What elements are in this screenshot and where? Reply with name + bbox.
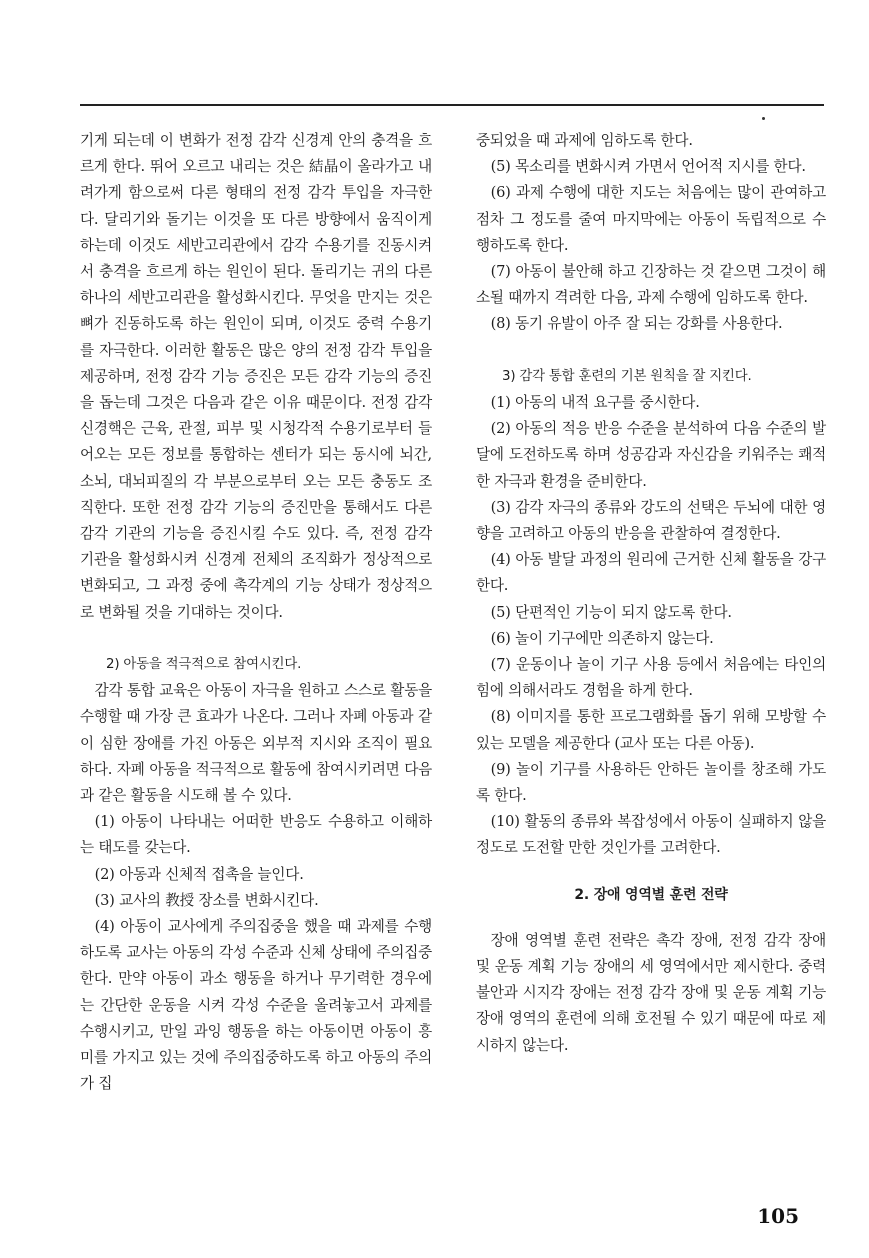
list-item: (10) 활동의 종류와 복잡성에서 아동이 실패하지 않을 정도로 도전할 만한 것인가를 고려한다.	[476, 813, 826, 857]
paragraph-vestibular: 기게 되는데 이 변화가 전정 감각 신경계 안의 충격을 흐르게 한다. 뛰어 오르고 내리는 것은 結晶이 올라가고 내려가게 함으로써 다른 형태의 전정 감각 투입을 자극한다. 달리기와 돌기는 이것을 또 다른 방향에서 움직이게 하는데 이것도 세반고리관에서 감각 수용기를 진동시켜서 충격을 흐르게 하는 원인이 된다. 돌리기는 귀의 다른 하나의 세반고리관을 활성화시킨다. 무엇을 만지는 것은 뼈가 진동하도록 하는 원인이 되며, 이것도 중력 수용기를 자극한다. 이러한 활동은 많은 양의 전정 감각 투입을 제공하며, 전정 감각 기능 증진은 모든 감각 기능의 증진을 돕는데 그것은 다음과 같은 이유 때문이다. 전정 감각 신경핵은 근육, 관절, 피부 및 시청각적 수용기로부터 들어오는 모든 정보를 통합하는 센터가 되는 동시에 뇌간, 소뇌, 대뇌피질의 각 부분으로부터 오는 모든 충동도 조직한다. 또한 전정 감각 기능의 증진만을 통해서도 다른 감각 기관의 기능을 증진시킬 수도 있다. 즉, 전정 감각 기관을 활성화시켜 신경계 전체의 조직화가 정상적으로 변화되고, 그 과정 중에 촉각계의 기능 상태가 정상적으로 변화될 것을 기대하는 것이다.	[80, 132, 432, 621]
list-item: (7) 아동이 불안해 하고 긴장하는 것 같으면 그것이 해소될 때까지 격려한 다음, 과제 수행에 임하도록 한다.	[476, 263, 826, 307]
header-rule	[80, 104, 824, 106]
list-item: (8) 이미지를 통한 프로그램화를 돕기 위해 모방할 수 있는 모델을 제공한다 (교사 또는 다른 아동).	[476, 708, 826, 752]
list-item: (1) 아동의 내적 요구를 중시한다.	[490, 394, 700, 412]
list-item: (7) 운동이나 놀이 기구 사용 등에서 처음에는 타인의 힘에 의해서라도 경험을 하게 한다.	[476, 656, 826, 700]
list-item: (6) 과제 수행에 대한 지도는 처음에는 많이 관여하고 점차 그 정도를 줄여 마지막에는 아동이 독립적으로 수행하도록 한다.	[476, 184, 826, 254]
list-item: (1) 아동이 나타내는 어떠한 반응도 수용하고 이해하는 태도를 갖는다.	[80, 813, 432, 857]
list-item: (9) 놀이 기구를 사용하든 안하든 놀이를 창조해 가도록 한다.	[476, 760, 826, 805]
list-item: (5) 목소리를 변화시켜 가면서 언어적 지시를 한다.	[490, 158, 806, 176]
section-title: 2. 장애 영역별 훈련 전략	[574, 886, 728, 903]
list-item: (2) 아동의 적응 반응 수준을 분석하여 다음 수준의 발달에 도전하도록 하며 성공감과 자신감을 키워주는 쾌적한 자극과 환경을 준비한다.	[476, 420, 826, 490]
subheading-3: 3) 감각 통합 훈련의 기본 원칙을 잘 지킨다.	[502, 368, 752, 384]
list-item: (6) 놀이 기구에만 의존하지 않는다.	[490, 629, 714, 647]
paragraph-continued: 중되었을 때 과제에 임하도록 한다.	[476, 132, 693, 149]
list-item: (8) 동기 유발이 아주 잘 되는 강화를 사용한다.	[490, 315, 783, 333]
list-item: (2) 아동과 신체적 접촉을 늘인다.	[94, 865, 304, 883]
list-item: (4) 아동이 교사에게 주의집중을 했을 때 과제를 수행하도록 교사는 아동의 각성 수준과 신체 상태에 주의집중한다. 만약 아동이 과소 행동을 하거나 무기력한 경우에는 간단한 운동을 시켜 각성 수준을 올려놓고서 과제를 수행시키고, 만일 과잉 행동을 하는 아동이면 아동이 흥미를 가지고 있는 것에 주의집중하도록 하고 아동의 주의가 집	[80, 918, 432, 1093]
list-item: (3) 감각 자극의 종류와 강도의 선택은 두뇌에 대한 영향을 고려하고 아동의 반응을 관찰하여 결정한다.	[476, 498, 826, 543]
left-column	[80, 128, 432, 1098]
subheading-2: 2) 아동을 적극적으로 참여시킨다.	[106, 657, 302, 673]
list-item: (3) 교사의 教授 장소를 변화시킨다.	[94, 891, 319, 909]
list-item: (4) 아동 발달 과정의 원리에 근거한 신체 활동을 강구한다.	[476, 551, 826, 595]
list-item: (5) 단편적인 기능이 되지 않도록 한다.	[490, 603, 732, 621]
page-number: 105	[757, 1204, 799, 1228]
right-column	[476, 128, 826, 1059]
paragraph-section2: 장애 영역별 훈련 전략은 촉각 장애, 전정 감각 장애 및 운동 계획 기능 장애의 세 영역에서만 제시한다. 중력 불안과 시지각 장애는 전정 감각 장애 및 운동 계획 기능 장애 영역의 훈련에 의해 호전될 수 있기 때문에 따로 제시하지 않는다.	[476, 931, 826, 1054]
paragraph-participation: 감각 통합 교육은 아동이 자극을 원하고 스스로 활동을 수행할 때 가장 큰 효과가 나온다. 그러나 자폐 아동과 같이 심한 장애를 가진 아동은 외부적 지시와 조직이 필요하다. 자폐 아동을 적극적으로 활동에 참여시키려면 다음과 같은 활동을 시도해 볼 수 있다.	[80, 682, 432, 805]
scan-speck	[762, 117, 765, 120]
